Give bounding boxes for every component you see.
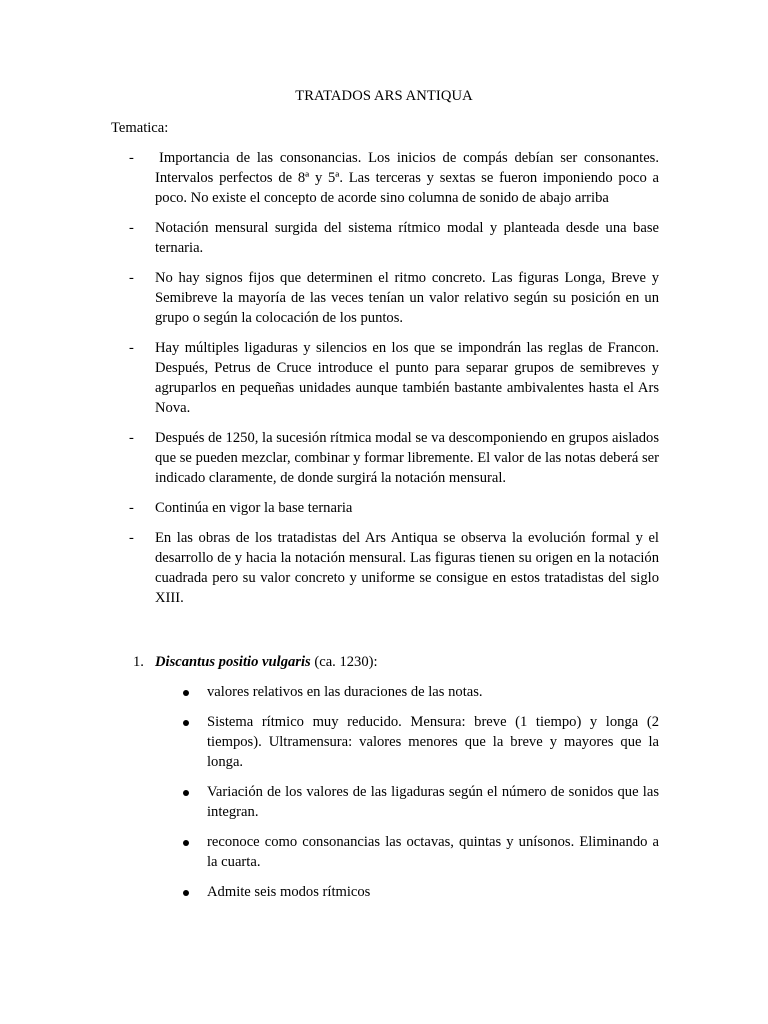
- dash-marker: -: [129, 500, 134, 516]
- list-item: [129, 528, 659, 608]
- treatise-date: (ca. 1230):: [310, 654, 378, 670]
- list-item-text: No hay signos fijos que determinen el ritmo concreto. Las figuras Longa, Breve y Semibreve la mayoría de las veces tenían un valor relativo según su posición en un grupo o según la colocación de los puntos.: [155, 270, 659, 326]
- bullet-icon: [183, 790, 189, 796]
- dash-marker: -: [129, 340, 134, 356]
- dash-marker: -: [129, 150, 134, 166]
- dash-list: [129, 148, 659, 618]
- bullet-icon: [183, 890, 189, 896]
- section-heading-tematica: Tematica:: [111, 120, 169, 136]
- list-item-text: Importancia de las consonancias. Los inicios de compás debían ser consonantes. Intervalos perfectos de 8ª y 5ª. Las terceras y sextas se fueron imponiendo poco a poco. No existe el concepto de acorde sino columna de sonido de abajo arriba: [155, 150, 659, 206]
- list-item-text: Notación mensural surgida del sistema rítmico modal y planteada desde una base ternaria.: [155, 220, 659, 256]
- dash-marker: -: [129, 220, 134, 236]
- list-item-text: valores relativos en las duraciones de las notas.: [207, 684, 483, 700]
- list-item-text: Hay múltiples ligaduras y silencios en los que se impondrán las reglas de Francon. Después, Petrus de Cruce introduce el punto para separar grupos de semibreves y agruparlos en pequeñas unidades aunque también bastante ambivalentes hasta el Ars Nova.: [155, 340, 659, 416]
- treatise-title: Discantus positio vulgaris: [155, 654, 311, 670]
- list-item: [129, 498, 659, 518]
- dash-marker: -: [129, 530, 134, 546]
- list-item-text: Admite seis modos rítmicos: [207, 884, 371, 900]
- list-item: [183, 882, 659, 902]
- list-item: [129, 268, 659, 328]
- list-item-text: Continúa en vigor la base ternaria: [155, 500, 353, 516]
- dash-marker: -: [129, 430, 134, 446]
- numbered-section-heading: [133, 652, 659, 672]
- list-item-text: En las obras de los tratadistas del Ars Antiqua se observa la evolución formal y el desarrollo de y hacia la notación mensural. Las figuras tienen su origen en la notación cuadrada pero su valor concreto y uniforme se consigue en estos tratadistas del siglo XIII.: [155, 530, 659, 606]
- list-item: [129, 218, 659, 258]
- list-item: [183, 712, 659, 772]
- list-item: [183, 782, 659, 822]
- list-item: [129, 148, 659, 208]
- list-item-text: Después de 1250, la sucesión rítmica modal se va descomponiendo en grupos aislados que se pueden mezclar, combinar y formar libremente. El valor de las notas deberá ser indicado claramente, de donde surgirá la notación mensural.: [155, 430, 659, 486]
- bullet-list: [183, 682, 659, 912]
- dash-marker: -: [129, 270, 134, 286]
- list-item-text: reconoce como consonancias las octavas, quintas y unísonos. Eliminando a la cuarta.: [207, 834, 659, 870]
- section-number: 1.: [133, 654, 144, 670]
- list-item: [129, 428, 659, 488]
- list-item-text: Sistema rítmico muy reducido. Mensura: breve (1 tiempo) y longa (2 tiempos). Ultramensura: valores menores que la breve y mayores que la longa.: [207, 714, 659, 770]
- list-item: [129, 338, 659, 418]
- list-item: [183, 832, 659, 872]
- section-heading-line: [133, 652, 659, 672]
- bullet-icon: [183, 690, 189, 696]
- bullet-icon: [183, 720, 189, 726]
- list-item-text: Variación de los valores de las ligaduras según el número de sonidos que las integran.: [207, 784, 659, 820]
- bullet-icon: [183, 840, 189, 846]
- document-title: TRATADOS ARS ANTIQUA: [295, 88, 473, 104]
- list-item: [183, 682, 659, 702]
